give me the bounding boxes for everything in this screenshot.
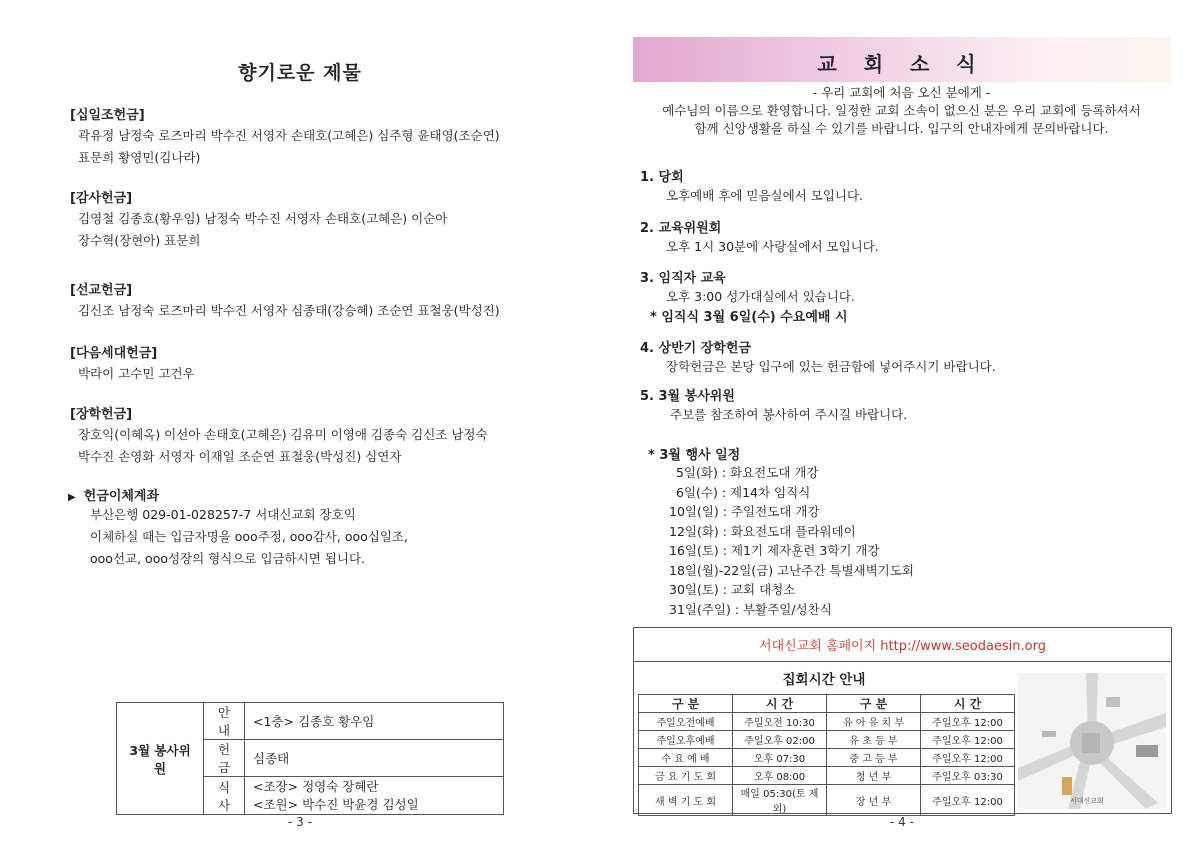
news-heading: 4. 상반기 장학헌금 bbox=[640, 341, 751, 356]
meeting-cell: 유 초 등 부 bbox=[827, 731, 921, 749]
offering-tithe bbox=[70, 104, 570, 169]
offering-heading: [장학헌금] bbox=[70, 407, 133, 422]
news-text: 주보를 참조하여 봉사하여 주시길 바랍니다. bbox=[670, 407, 908, 422]
schedule-row: 30일(토) : 교회 대청소 bbox=[669, 582, 796, 597]
news-note: * 임직식 3월 6일(수) 수요예배 시 bbox=[650, 310, 848, 325]
meeting-cell: 주일오후 12:00 bbox=[921, 749, 1015, 767]
news-heading: 3. 임직자 교육 bbox=[640, 271, 726, 286]
meeting-cell: 수 요 예 배 bbox=[639, 749, 733, 767]
meeting-cell: 주일오전 10:30 bbox=[733, 713, 827, 731]
welcome-text: 예수님의 이름으로 환영합니다. 일정한 교회 소속이 없으신 분은 우리 교회에 등록하셔서 bbox=[662, 103, 1141, 118]
schedule-row: 6일(수) : 제14차 임직식 bbox=[676, 484, 811, 500]
news-text: 오후예배 후에 믿음실에서 모입니다. bbox=[666, 188, 864, 203]
news-text: 오후 3:00 성가대실에서 있습니다. bbox=[666, 289, 855, 304]
meeting-cell: 주일오후 03:30 bbox=[921, 767, 1015, 785]
table-row bbox=[639, 785, 1015, 816]
page-number: - 4 - bbox=[890, 815, 914, 829]
volunteer-names: 심종태 bbox=[245, 740, 504, 777]
page-title: 향기로운 제물 bbox=[238, 62, 362, 84]
welcome-message bbox=[633, 84, 1170, 138]
info-box bbox=[633, 627, 1172, 814]
meeting-cell: 유 아 유 치 부 bbox=[827, 713, 921, 731]
offering-heading: [다음세대헌금] bbox=[70, 346, 158, 361]
offering-names: 표문희 황영민(김나라) bbox=[78, 150, 201, 165]
news-heading: 5. 3월 봉사위원 bbox=[640, 389, 735, 404]
offering-mission bbox=[70, 279, 570, 322]
meeting-title: 집회시간 안내 bbox=[782, 672, 866, 688]
news-text: 오후 1시 30분에 사랑실에서 모입니다. bbox=[666, 239, 879, 254]
offering-names: 박라이 고수민 고건우 bbox=[78, 366, 195, 381]
meeting-cell: 금 요 기 도 회 bbox=[639, 767, 733, 785]
news-item bbox=[640, 385, 1170, 426]
news-text: 장학헌금은 본당 입구에 있는 헌금함에 넣어주시기 바랍니다. bbox=[666, 359, 996, 374]
offering-names: 김신조 남정숙 로즈마리 박수진 서영자 심종태(강승혜) 조순연 표철웅(박성진) bbox=[78, 303, 500, 318]
meeting-table bbox=[638, 694, 1015, 816]
page-title: 교 회 소 식 bbox=[817, 52, 986, 76]
meeting-header: 구 분 bbox=[639, 695, 733, 713]
volunteer-names: <조원> 박수진 박윤경 김성일 bbox=[253, 796, 419, 812]
news-heading: 2. 교육위원회 bbox=[640, 221, 722, 236]
schedule-row: 12일(화) : 화요전도대 플라워데이 bbox=[669, 523, 856, 539]
offering-thanks bbox=[70, 187, 570, 252]
account-info: 이체하실 때는 입금자명을 ooo주정, ooo감사, ooo십일조, bbox=[90, 529, 408, 544]
offering-scholarship bbox=[70, 403, 570, 468]
meeting-cell: 주일오전예배 bbox=[639, 713, 733, 731]
table-row bbox=[639, 731, 1015, 749]
volunteer-role: 식사 bbox=[204, 777, 245, 815]
meeting-cell: 청 년 부 bbox=[827, 767, 921, 785]
march-schedule bbox=[648, 444, 1148, 619]
map-label: 서대신교회 bbox=[1070, 797, 1104, 805]
account-info: ooo선교, ooo성장의 형식으로 입금하시면 됩니다. bbox=[90, 551, 366, 566]
schedule-row: 10일(일) : 주일전도대 개강 bbox=[669, 504, 820, 519]
news-item bbox=[640, 267, 1170, 328]
triangle-marker-icon: ▶ bbox=[68, 492, 76, 503]
meeting-cell: 주일오후 12:00 bbox=[921, 731, 1015, 749]
offering-heading: [십일조헌금] bbox=[70, 108, 145, 123]
volunteer-label: 3월 봉사위원 bbox=[117, 703, 204, 815]
account-heading: 헌금이체계좌 bbox=[83, 489, 160, 504]
table-row bbox=[639, 713, 1015, 731]
page-number: - 3 - bbox=[288, 815, 312, 829]
page-4 bbox=[600, 0, 1200, 848]
transfer-account bbox=[68, 485, 568, 570]
volunteer-role: 헌금 bbox=[204, 740, 245, 777]
schedule-row: 18일(월)-22일(금) 고난주간 특별새벽기도회 bbox=[669, 562, 914, 578]
homepage-link[interactable]: 서대신교회 홈페이지 http://www.seodaesin.org bbox=[759, 639, 1046, 654]
offering-names: 박수진 손영화 서영자 이재일 조순연 표철웅(박성진) 심연자 bbox=[78, 449, 402, 464]
news-item bbox=[640, 166, 1170, 207]
account-info: 부산은행 029-01-028257-7 서대신교회 장호익 bbox=[90, 507, 356, 522]
meeting-header: 시 간 bbox=[921, 695, 1015, 713]
news-item bbox=[640, 217, 1170, 258]
news-item bbox=[640, 337, 1170, 378]
offering-names: 장호익(이혜옥) 이선아 손태호(고혜은) 김유미 이영애 김종숙 김신조 남정숙 bbox=[78, 427, 488, 442]
meeting-cell: 오후 08:00 bbox=[733, 767, 827, 785]
meeting-header: 시 간 bbox=[733, 695, 827, 713]
welcome-text: 함께 신앙생활을 하실 수 있기를 바랍니다. 입구의 안내자에게 문의바랍니다. bbox=[694, 121, 1109, 136]
volunteer-names: <조장> 정영숙 장혜란 bbox=[253, 778, 379, 794]
offering-next-generation bbox=[70, 342, 570, 385]
meeting-cell: 주일오후 12:00 bbox=[921, 713, 1015, 731]
volunteer-role: 안내 bbox=[204, 703, 245, 740]
welcome-heading: - 우리 교회에 처음 오신 분에게 - bbox=[812, 85, 991, 100]
table-row bbox=[639, 749, 1015, 767]
meeting-cell: 중 고 등 부 bbox=[827, 749, 921, 767]
meeting-cell: 주일오후예배 bbox=[639, 731, 733, 749]
offering-names: 곽유정 남정숙 로즈마리 박수진 서영자 손태호(고혜은) 심주형 윤태영(조순연) bbox=[78, 128, 500, 143]
meeting-cell: 주일오후 12:00 bbox=[921, 785, 1015, 816]
meeting-cell: 오후 07:30 bbox=[733, 749, 827, 767]
meeting-header: 구 분 bbox=[827, 695, 921, 713]
title-banner bbox=[633, 37, 1170, 82]
table-row bbox=[639, 767, 1015, 785]
offering-heading: [선교헌금] bbox=[70, 283, 133, 298]
divider bbox=[634, 661, 1171, 662]
schedule-row: 5일(화) : 화요전도대 개강 bbox=[676, 465, 819, 480]
meeting-cell: 새 벽 기 도 회 bbox=[639, 785, 733, 816]
meeting-cell: 주일오후 02:00 bbox=[733, 731, 827, 749]
offering-names: 장수혁(장현아) 표문희 bbox=[78, 233, 201, 248]
offering-heading: [감사헌금] bbox=[70, 191, 133, 206]
schedule-row: 16일(토) : 제1기 제자훈련 3학기 개강 bbox=[669, 543, 880, 558]
meeting-cell: 매일 05:30(토 제외) bbox=[733, 785, 827, 816]
meeting-cell: 장 년 부 bbox=[827, 785, 921, 816]
schedule-heading: * 3월 행사 일정 bbox=[648, 448, 741, 463]
volunteer-names: <1층> 김종호 황우임 bbox=[245, 703, 504, 740]
offering-names: 김영철 김종호(황우임) 남정숙 박수진 서영자 손태호(고혜은) 이순아 bbox=[78, 211, 448, 226]
news-heading: 1. 당회 bbox=[640, 170, 684, 185]
schedule-row: 31일(주일) : 부활주일/성찬식 bbox=[669, 601, 832, 617]
location-map bbox=[1018, 673, 1166, 809]
volunteer-table bbox=[116, 702, 504, 815]
